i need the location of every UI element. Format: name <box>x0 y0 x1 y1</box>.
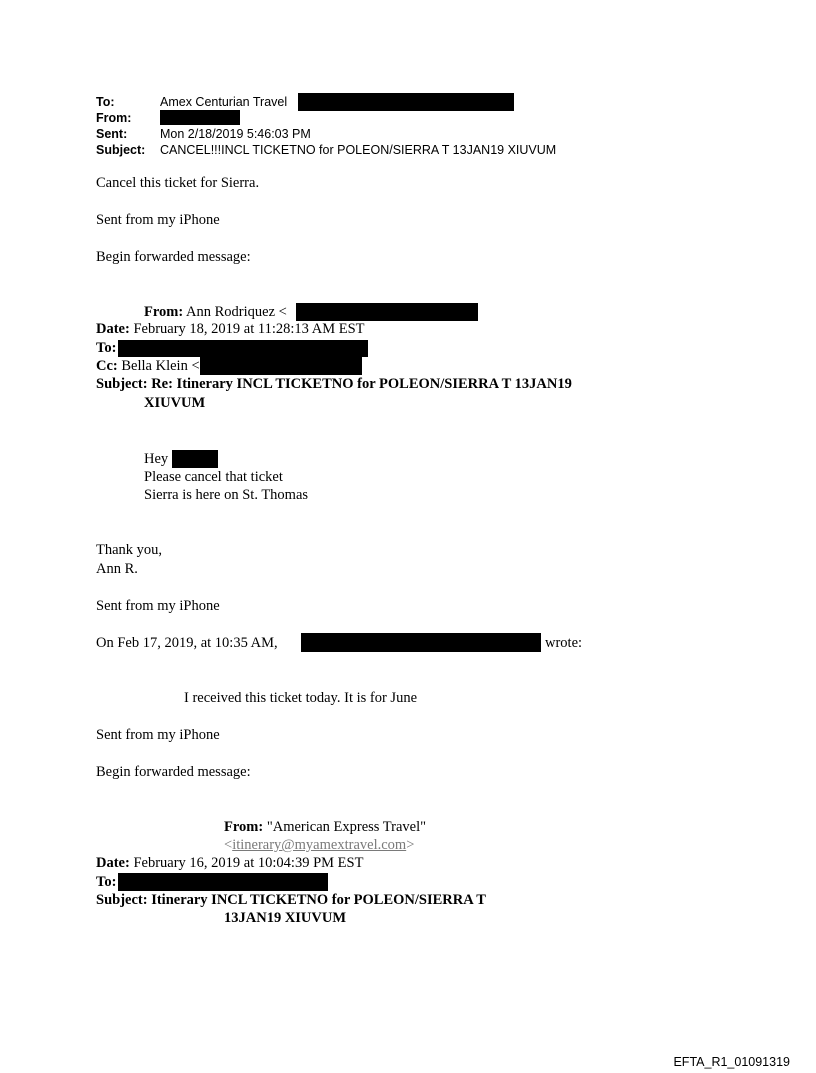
fwd2-from: From: "American Express Travel" <box>224 819 427 835</box>
body-on-date: On Feb 17, 2019, at 10:35 AM, <box>96 635 278 651</box>
fwd1-to: To: <box>96 340 117 356</box>
fwd1-cc: Cc: Bella Klein < <box>96 358 200 374</box>
fwd1-subject: Subject: Re: Itinerary INCL TICKETNO for POLEON/SIERRA T 13JAN19 <box>96 376 572 392</box>
body-received: I received this ticket today. It is for June <box>184 690 417 706</box>
redaction-block <box>298 93 514 111</box>
header-sent-label: Sent: <box>96 127 128 141</box>
fwd2-subject: Subject: Itinerary INCL TICKETNO for POLEON/SIERRA T <box>96 892 486 908</box>
redaction-block <box>172 450 218 468</box>
fwd1-from: From: Ann Rodriquez < <box>144 304 287 320</box>
body-begin-forwarded-2: Begin forwarded message: <box>96 764 251 780</box>
redaction-block <box>118 873 328 891</box>
body-signature: Ann R. <box>96 561 138 577</box>
header-subject-label: Subject: <box>96 143 146 157</box>
header-from-label: From: <box>96 111 132 125</box>
redaction-block <box>118 340 368 357</box>
body-please-cancel: Please cancel that ticket <box>144 469 283 485</box>
body-sierra-here: Sierra is here on St. Thomas <box>144 487 309 503</box>
body-wrote: wrote: <box>545 635 583 651</box>
body-hey: Hey <box>144 451 169 467</box>
header-to-label: To: <box>96 95 115 109</box>
body-sent-from-3: Sent from my iPhone <box>96 727 220 743</box>
redaction-block <box>296 303 478 321</box>
redaction-block <box>200 357 362 375</box>
fwd1-subject-cont: XIUVUM <box>144 395 206 411</box>
body-cancel-line: Cancel this ticket for Sierra. <box>96 175 260 191</box>
body-sent-from: Sent from my iPhone <box>96 212 220 228</box>
body-begin-forwarded: Begin forwarded message: <box>96 249 251 265</box>
redaction-block <box>301 633 541 652</box>
fwd2-to: To: <box>96 874 117 890</box>
fwd2-email-link[interactable]: itinerary@myamextravel.com <box>232 837 407 853</box>
body-thank-you: Thank you, <box>96 542 163 558</box>
document-id: EFTA_R1_01091319 <box>673 1055 790 1069</box>
fwd2-email-line: <itinerary@myamextravel.com> <box>224 837 415 853</box>
redaction-block <box>160 110 240 125</box>
header-subject-value: CANCEL!!!INCL TICKETNO for POLEON/SIERRA T 13JAN19 XIUVUM <box>160 143 557 157</box>
header-to-value: Amex Centurian Travel <box>160 95 288 109</box>
header-sent-value: Mon 2/18/2019 5:46:03 PM <box>160 127 311 141</box>
body-sent-from-2: Sent from my iPhone <box>96 598 220 614</box>
fwd2-subject-cont: 13JAN19 XIUVUM <box>224 910 347 926</box>
fwd2-date: Date: February 16, 2019 at 10:04:39 PM EST <box>96 855 364 871</box>
fwd1-date: Date: February 18, 2019 at 11:28:13 AM EST <box>96 321 365 337</box>
